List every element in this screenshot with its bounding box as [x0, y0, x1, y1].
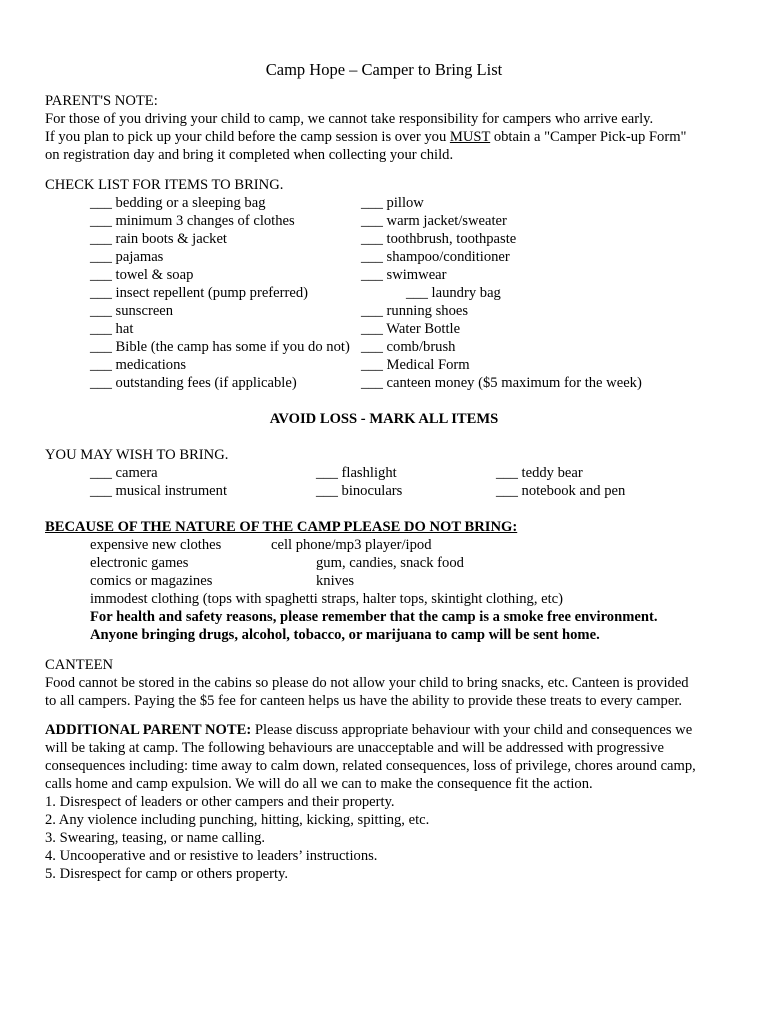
do-not-bring-heading: BECAUSE OF THE NATURE OF THE CAMP PLEASE DO NOT BRING:	[45, 519, 518, 535]
prohibited-item: comics or magazines	[90, 573, 213, 589]
behaviour-item: 2. Any violence including punching, hitting, kicking, spitting, etc.	[45, 812, 430, 828]
prohibited-item: expensive new clothes	[90, 537, 222, 553]
parents-note-heading: PARENT'S NOTE:	[45, 93, 158, 109]
checklist-item: ___ bedding or a sleeping bag	[90, 195, 266, 211]
additional-note-line-1	[45, 721, 692, 739]
parents-note-line-2-start: If you plan to pick up your child before the camp session is over you	[45, 129, 450, 145]
checklist-item: ___ rain boots & jacket	[90, 231, 227, 247]
checklist-item: ___ insect repellent (pump preferred)	[90, 285, 309, 301]
checklist-item: ___ hat	[90, 321, 134, 337]
checklist-item: ___ toothbrush, toothpaste	[361, 231, 517, 247]
checklist-item: ___ minimum 3 changes of clothes	[90, 213, 295, 229]
behaviour-item: 4. Uncooperative and or resistive to leaders’ instructions.	[45, 848, 378, 864]
prohibited-item: electronic games	[90, 555, 189, 571]
parents-note-line-2	[45, 128, 687, 146]
canteen-heading: CANTEEN	[45, 657, 114, 673]
additional-note-line-1-text: Please discuss appropriate behaviour with your child and consequences we	[251, 722, 693, 738]
prohibited-item: gum, candies, snack food	[316, 555, 464, 571]
optional-item: ___ binoculars	[316, 483, 403, 499]
checklist-item: ___ canteen money ($5 maximum for the week)	[361, 375, 642, 391]
optional-item: ___ notebook and pen	[496, 483, 626, 499]
checklist-item: ___ Medical Form	[361, 357, 470, 373]
optional-item: ___ musical instrument	[90, 483, 228, 499]
checklist-item: ___ outstanding fees (if applicable)	[90, 375, 297, 391]
health-safety-note: For health and safety reasons, please remember that the camp is a smoke free environment.	[90, 609, 658, 625]
checklist-item: ___ pillow	[361, 195, 424, 211]
checklist-heading: CHECK LIST FOR ITEMS TO BRING.	[45, 177, 284, 193]
checklist-item: ___ shampoo/conditioner	[361, 249, 510, 265]
checklist-item: ___ towel & soap	[90, 267, 194, 283]
optional-item: ___ teddy bear	[496, 465, 583, 481]
additional-note-line-3: consequences including: time away to calm down, related consequences, loss of privilege, chores around camp,	[45, 758, 696, 774]
checklist-item: ___ medications	[90, 357, 187, 373]
canteen-line-1: Food cannot be stored in the cabins so please do not allow your child to bring snacks, etc. Canteen is provided	[45, 675, 689, 691]
checklist-item: ___ pajamas	[90, 249, 164, 265]
behaviour-item: 3. Swearing, teasing, or name calling.	[45, 830, 266, 846]
checklist-item: ___ running shoes	[361, 303, 469, 319]
behaviour-item: 5. Disrespect for camp or others property.	[45, 866, 289, 882]
checklist-item: ___ warm jacket/sweater	[361, 213, 507, 229]
behaviour-item: 1. Disrespect of leaders or other campers and their property.	[45, 794, 395, 810]
checklist-item: ___ Bible (the camp has some if you do not)	[90, 339, 350, 355]
prohibited-item: knives	[316, 573, 355, 589]
additional-note-heading: ADDITIONAL PARENT NOTE:	[45, 722, 252, 738]
additional-note-line-2: will be taking at camp. The following behaviours are unacceptable and will be addressed with progressive	[45, 740, 664, 756]
substance-warning: Anyone bringing drugs, alcohol, tobacco, or marijuana to camp will be sent home.	[90, 627, 600, 643]
avoid-loss-notice: AVOID LOSS - MARK ALL ITEMS	[269, 411, 499, 427]
optional-item: ___ flashlight	[316, 465, 397, 481]
parents-note-line-2-end: obtain a "Camper Pick-up Form"	[490, 129, 687, 145]
checklist-item: ___ comb/brush	[361, 339, 456, 355]
checklist-item: ___ Water Bottle	[361, 321, 461, 337]
parents-note-line-1: For those of you driving your child to camp, we cannot take responsibility for campers who arrive early.	[45, 111, 654, 127]
may-bring-heading: YOU MAY WISH TO BRING.	[45, 447, 229, 463]
must-emphasis: MUST	[449, 129, 491, 145]
page-title: Camp Hope – Camper to Bring List	[265, 60, 503, 79]
prohibited-item: cell phone/mp3 player/ipod	[271, 537, 432, 553]
optional-item: ___ camera	[90, 465, 158, 481]
checklist-item: ___ swimwear	[361, 267, 447, 283]
canteen-line-2: to all campers. Paying the $5 fee for canteen helps us have the ability to provide these treats to every camper.	[45, 693, 683, 709]
parents-note-line-3: on registration day and bring it completed when collecting your child.	[45, 147, 454, 163]
checklist-item: ___ sunscreen	[90, 303, 174, 319]
additional-note-line-4: calls home and camp expulsion. We will do all we can to make the consequence fit the action.	[45, 776, 593, 792]
checklist-item: ___ laundry bag	[406, 285, 501, 301]
prohibited-item: immodest clothing (tops with spaghetti straps, halter tops, skintight clothing, etc)	[90, 591, 564, 607]
